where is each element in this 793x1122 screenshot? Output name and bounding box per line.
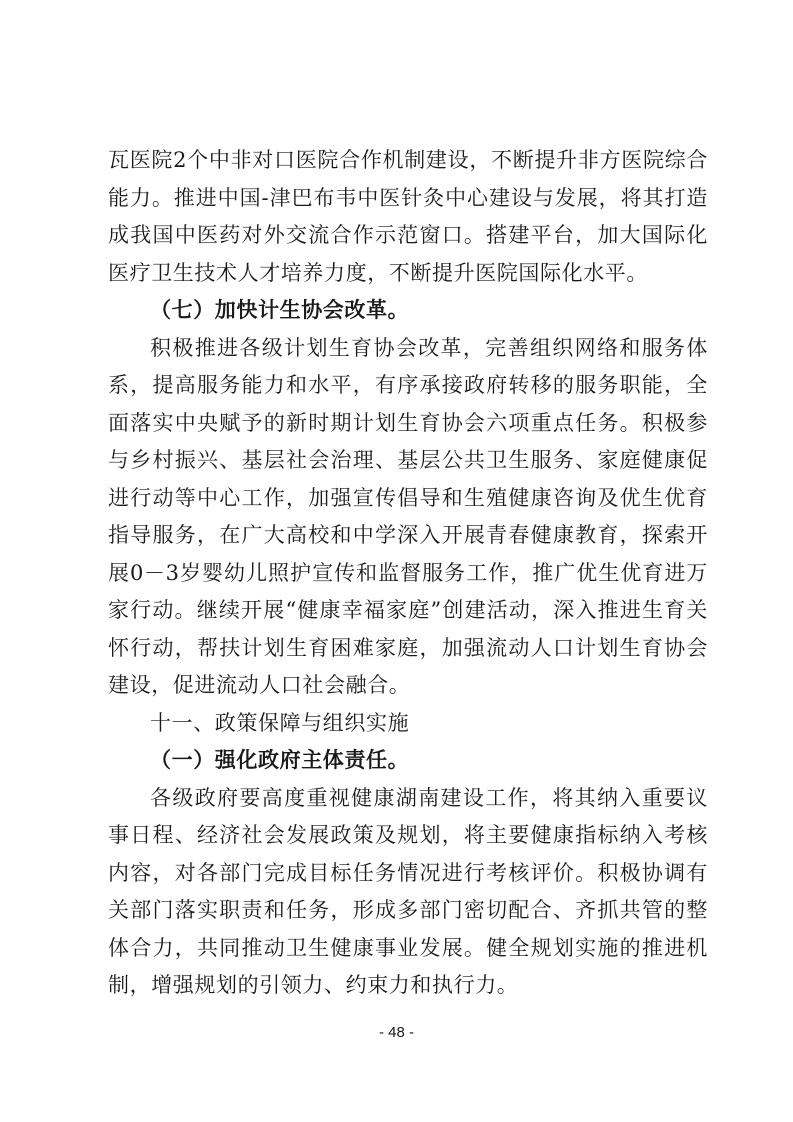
paragraph-intro: 瓦医院2个中非对口医院合作机制建设，不断提升非方医院综合能力。推进中国-津巴布韦中医针灸中心建设与发展，将其打造成我国中医药对外交流合作示范窗口。搭建平台，加大国际化医疗卫生技术人才培养力度，不断提升医院国际化水平。: [108, 148, 708, 285]
section-heading-qi: （七）加快计生协会改革。: [150, 298, 410, 322]
page-number: - 48 -: [378, 1024, 414, 1041]
chapter-heading-eleven: 十一、政策保障与组织实施: [150, 710, 410, 735]
paragraph-family-planning: 积极推进各级计划生育协会改革，完善组织网络和服务体系，提高服务能力和水平，有序承接政府转移的服务职能，全面落实中央赋予的新时期计划生育协会六项重点任务。积极参与乡村振兴、基层社会治理、基层公共卫生服务、家庭健康促进行动等中心工作，加强宣传倡导和生殖健康咨询及优生优育指导服务，在广大高校和中学深入开展青春健康教育，探索开展0－3岁婴幼儿照护宣传和监督服务工作，推广优生优育进万家行动。继续开展“健康幸福家庭”创建活动，深入推进生育关怀行动，帮扶计划生育困难家庭，加强流动人口计划生育协会建设，促进流动人口社会融合。: [108, 335, 708, 697]
document-body: [108, 142, 708, 1005]
section-heading-yi: （一）强化政府主体责任。: [150, 748, 410, 772]
paragraph-government-responsibility: 各级政府要高度重视健康湖南建设工作，将其纳入重要议事日程、经济社会发展政策及规划，将主要健康指标纳入考核内容，对各部门完成目标任务情况进行考核评价。积极协调有关部门落实职责和任务，形成多部门密切配合、齐抓共管的整体合力，共同推动卫生健康事业发展。健全规划实施的推进机制，增强规划的引领力、约束力和执行力。: [108, 785, 708, 997]
